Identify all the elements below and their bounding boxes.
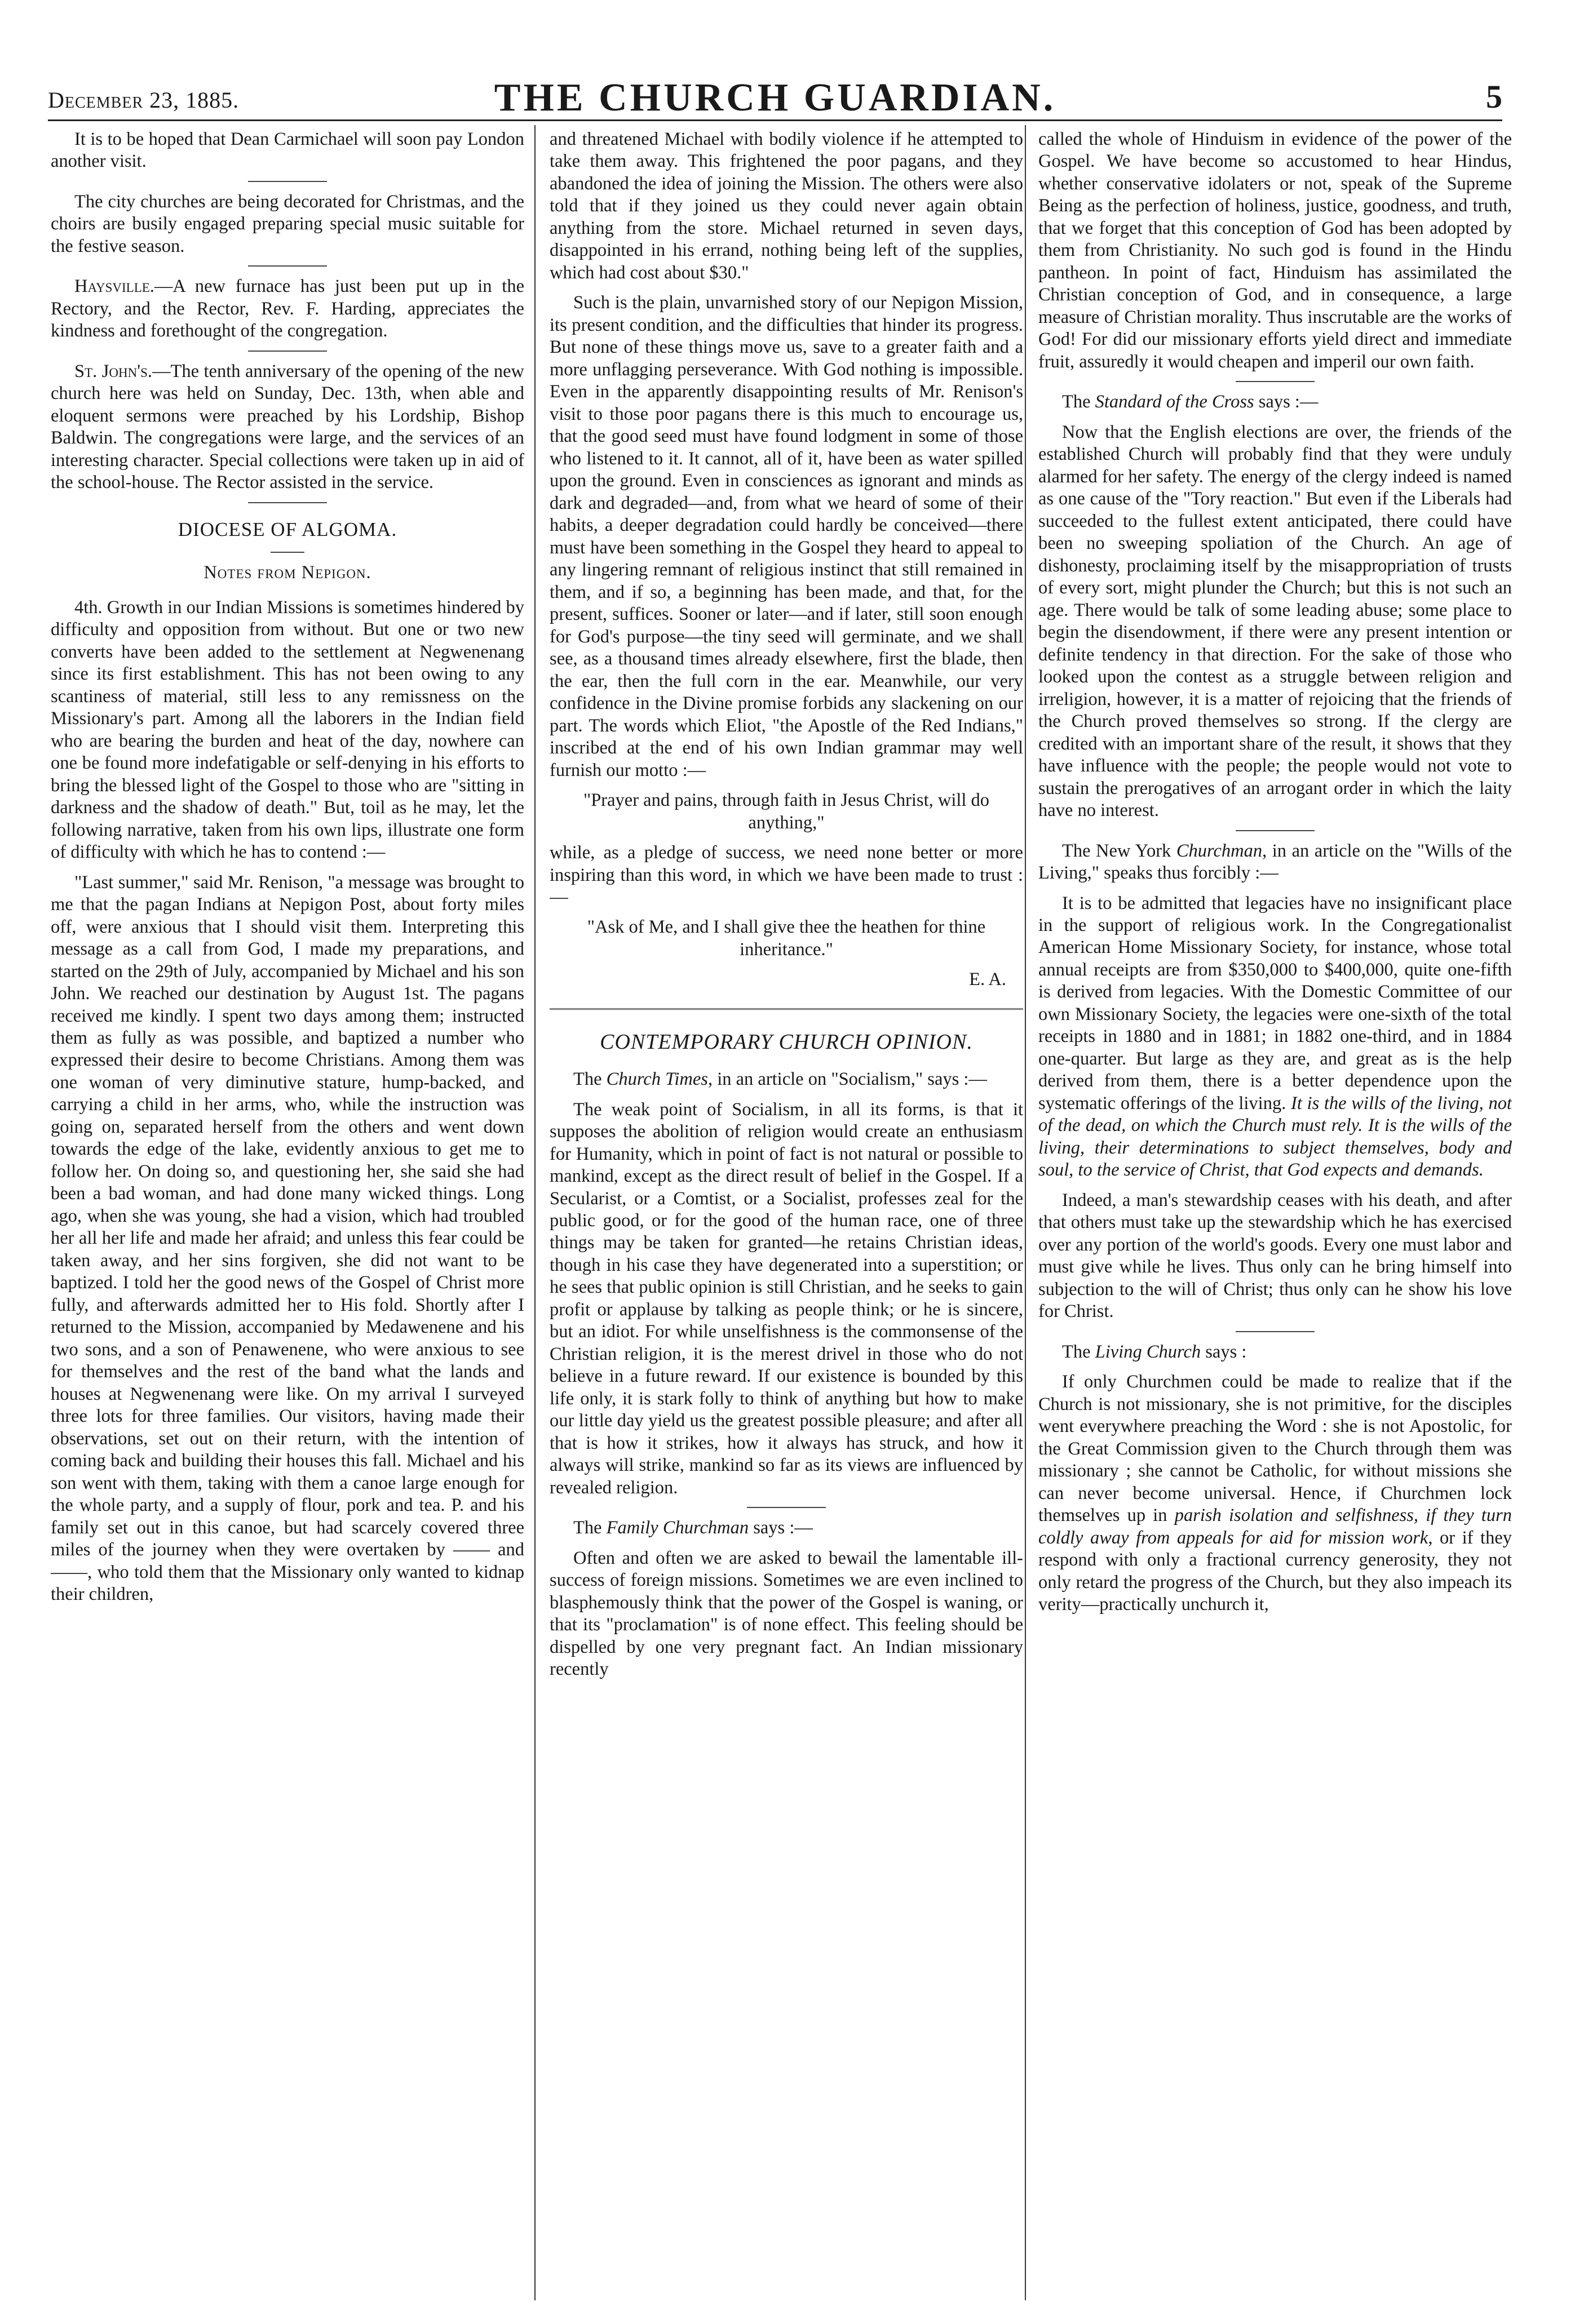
section-subheading: Notes from Nepigon. xyxy=(203,562,371,583)
column-2 xyxy=(550,128,1023,2292)
masthead-rule xyxy=(48,119,1502,121)
separator-rule xyxy=(1236,830,1315,831)
paragraph-lead: Haysville. xyxy=(74,276,154,297)
separator-rule xyxy=(248,265,327,267)
quoted-verse: "Ask of Me, and I shall give thee the heathen for thine inheritance." xyxy=(587,917,986,960)
intro-text: The New York xyxy=(1062,840,1176,861)
paragraph: Indeed, a man's stewardship ceases with his death, and after that others must take up the stewardship which he has exercised over any portion of the world's goods. Every one must labor and must give while he lives. Thus only can he bring himself into subjection to the will of Christ; thus only can he show his love for Christ. xyxy=(1038,1190,1512,1322)
paragraph-body: It is to be admitted that legacies have no insignificant place in the support of religious work. In the Congregationalist American Home Missionary Society, for instance, whose total annual receipts are from $350,000 to $400,000, quite one-fifth is derived from legacies. With the Domestic Committee of our own Missionary Society, the legacies were one-sixth of the total receipts in 1880 and in 1881; in 1882 one-third, and in 1884 one-quarter. But large as they are, and great as is the help derived from them, there is a better dependence upon the systematic offerings of the living. xyxy=(1038,893,1512,1114)
source-intro xyxy=(550,1517,1023,1539)
separator-rule xyxy=(1236,381,1315,382)
intro-text: The xyxy=(1062,392,1095,413)
intro-text: , in an article on the "Wills of the Living," speaks thus forcibly :— xyxy=(1038,840,1512,884)
paragraph: The city churches are being decorated for Christmas, and the choirs are busily engaged preparing special music suitable for the festive season. xyxy=(51,191,524,256)
source-intro xyxy=(1038,391,1512,413)
intro-text: The xyxy=(573,1518,607,1538)
paragraph xyxy=(51,361,524,494)
separator-rule xyxy=(1236,1331,1315,1332)
column-1 xyxy=(51,128,524,2292)
publication-name: Living Church xyxy=(1095,1341,1201,1362)
signature: E. A. xyxy=(969,969,1006,990)
issue-date: December 23, 1885. xyxy=(48,87,240,113)
paragraph-lead: St. John's. xyxy=(74,361,152,382)
newspaper-title: THE CHURCH GUARDIAN. xyxy=(494,76,1056,119)
masthead xyxy=(48,73,1502,130)
paragraph-body: If only Churchmen could be made to realize that if the Church is not missionary, she is not primitive, for the disciples went everywhere preaching the Word : she is not Apostolic, for the Great Commission given to the Church through them was missionary ; she cannot be Catholic, for without missions she can never become universal. Hence, if Churchmen lock themselves up in xyxy=(1038,1372,1512,1526)
paragraph-body: —A new furnace has just been put up in the Rectory, and the Rector, Rev. F. Harding, appreciates the kindness and forethought of the congregation. xyxy=(51,276,524,341)
column-3 xyxy=(1038,128,1512,2292)
publication-name: Church Times xyxy=(606,1069,708,1090)
intro-text: says :— xyxy=(749,1518,813,1538)
paragraph xyxy=(51,276,524,342)
section-heading: DIOCESE OF ALGOMA. xyxy=(178,518,397,540)
paragraph: Such is the plain, unvarnished story of our Nepigon Mission, its present condition, and the difficulties that hinder its progress. But none of these things move us, save to a greater faith and a more unflagging perseverance. With God nothing is impossible. Even in the apparently disappointing results of Mr. Renison's visit to those poor pagans there is this much to encourage us, that the good seed must have found lodgment in some of those who listened to it. It cannot, all of it, have been as water spilled upon the ground. Even in consciences as ignorant and minds as dark and degraded—and, from what we heard of some of their habits, a deeper degradation could hardly be conceived—there must have been something in the Gospel they heard to appeal to any lingering remnant of religious instinct that still remained in them, and if so, a beginning has been made, and that, for the present, suffices. Sooner or later—and if later, still soon enough for God's purpose—the tiny seed will germinate, and we shall see, as a thousand times already elsewhere, first the blade, then the ear, then the full corn in the ear. Meanwhile, our very confidence in the Divine promise forbids any slackening on our part. The words which Eliot, "the Apostle of the Red Indians," inscribed at the end of his own Indian grammar may well furnish our motto :— xyxy=(550,292,1023,780)
paragraph xyxy=(1038,893,1512,1182)
source-intro xyxy=(1038,1341,1512,1363)
paragraph: The weak point of Socialism, in all its forms, is that it supposes the abolition of religion would create an enthusiasm for Humanity, which in point of fact is not natural or possible to mankind, except as the direct result of belief in the Gospel. If a Secularist, or a Comtist, or a Socialist, professes zeal for the public good, or for the good of the human race, one of three things may be taken for granted—he retains Christian ideas, though in his case they have degenerated into a superstition; or he sees that public opinion is still Christian, and he seeks to gain profit or applause by talking as people think; or he is sincere, but an idiot. For while unselfishness is the commonsense of the Christian religion, it is the merest drivel in those who do not believe in a future reward. If our existence is bounded by this life only, it is stark folly to think of anything but how to make our little day yield us the greatest possible pleasure; and after all that is how it strikes, how it always has struck, and how it always will strike, mankind so far as its views are influenced by revealed religion. xyxy=(550,1099,1023,1498)
paragraph: and threatened Michael with bodily violence if he attempted to take them away. This frightened the poor pagans, and they abandoned the idea of joining the Mission. The others were also told that if they joined us they could never again obtain anything from the store. Michael returned in seven days, disappointed in his errand, nothing being left of the supplies, which had cost about $30." xyxy=(550,129,1023,283)
paragraph: "Last summer," said Mr. Renison, "a message was brought to me that the pagan Indians at Nepigon Post, about forty miles off, were anxious that I should visit them. Interpreting this message as a call from God, I made my preparations, and started on the 29th of July, accompanied by Michael and his son John. We reached our destination by August 1st. The pagans received me kindly. I spent two days among them; instructed them as fully as was possible, and baptized a number who expressed their desire to become Christians. Among them was one woman of very diminutive stature, hump-backed, and carrying a child in her arms, who, while the instruction was going on, separated herself from the others and went down towards the edge of the lake, evidently anxious to get me to follow her. On doing so, and questioning her, she said she had been a bad woman, and had done many wicked things. Long ago, when she was young, she had a vision, which had troubled her all her life and made her afraid; and unless this fear could be taken away, and her sins forgiven, she did not want to be baptized. I told her the good news of the Gospel of Christ more fully, and afterwards admitted her to His fold. Shortly after I returned to the Mission, accompanied by Medawenene and his two sons, and a son of Penawenene, who were anxious to see for themselves and the rest of the band what the lands and houses at Negwenenang were like. On my arrival I surveyed three lots for three families. Our visitors, having made their observations, set out on their return, with the intention of coming back and building their houses this fall. Michael and his son went with them, taking with them a canoe large enough for the whole party, and a supply of flour, pork and tea. P. and his family set out in this canoe, but had scarcely covered three miles of the journey when they were overtaken by —— and ——, who told them that the Missionary only wanted to kidnap their children, xyxy=(51,872,524,1605)
paragraph-body: —The tenth anniversary of the opening of the new church here was held on Sunday, Dec. 13th, when able and eloquent sermons were preached by his Lordship, Bishop Baldwin. The congregations were large, and the services of an interesting character. Special collections were taken up in aid of the school-house. The Rector assisted in the service. xyxy=(51,361,524,493)
paragraph xyxy=(1038,1371,1512,1616)
paragraph: called the whole of Hinduism in evidence of the power of the Gospel. We have become so accustomed to hear Hindus, whether conservative idolaters or not, speak of the Supreme Being as the perfection of holiness, justice, goodness, and truth, that we forget that this conception of God has been adopted by them from Christianity. No such god is found in the Hindu pantheon. In point of fact, Hinduism has assimilated the Christian conception of God, and in consequence, a large measure of Christian morality. Thus inscrutable are the works of God! For did our missionary efforts yield direct and immediate fruit, assuredly it would cheapen and imperil our own faith. xyxy=(1038,129,1512,372)
publication-name: Standard of the Cross xyxy=(1095,392,1254,413)
emphasis-text: parish isolation and selfishness, if they turn coldly away from appeals for aid for mission work, xyxy=(1038,1505,1512,1548)
intro-text: says : xyxy=(1201,1341,1247,1362)
paragraph: while, as a pledge of success, we need none better or more inspiring than this word, in which we have been made to trust :— xyxy=(550,842,1023,907)
page-number: 5 xyxy=(1486,78,1502,115)
column-divider xyxy=(1025,125,1026,2300)
intro-text: The xyxy=(573,1069,607,1090)
intro-text: says :— xyxy=(1254,392,1319,413)
paragraph: 4th. Growth in our Indian Missions is sometimes hindered by difficulty and opposition from without. But one or two new converts have been added to the settlement at Negwenenang since its first establishment. This has not been owing to any scantiness of material, still less to any remissness on the Missionary's part. Among all the laborers in the Indian field who are bearing the burden and heat of the day, nowhere can one be found more indefatigable or self-denying in his efforts to bring the blessed light of the Gospel to those who are "sitting in darkness and the shadow of death." But, toil as he may, let the following narrative, taken from his own lips, illustrate one form of difficulty with which he has to contend :— xyxy=(51,597,524,863)
paragraph: Often and often we are asked to bewail the lamentable ill-success of foreign missions. Sometimes we are even inclined to blasphemously think that the power of the Gospel is waning, or that its "proclamation" is of none effect. This feeling should be dispelled by one very pregnant fact. An Indian missionary recently xyxy=(550,1547,1023,1680)
emphasis-text: It is the wills of the living, not of the dead, on which the Church must rely. It is the wills of the living, their determinations to subject themselves, body and soul, to the service of Christ, that God expects and demands. xyxy=(1038,1093,1512,1181)
separator-rule xyxy=(271,552,304,553)
section-heading: CONTEMPORARY CHURCH OPINION. xyxy=(600,1030,973,1054)
section-divider xyxy=(550,1008,1023,1012)
separator-rule xyxy=(248,351,327,352)
intro-text: The xyxy=(1062,1341,1095,1362)
paragraph: Now that the English elections are over, the friends of the established Church will probably find that they were unduly alarmed for her safety. The energy of the clergy indeed is named as one cause of the "Tory reaction." But even if the Liberals had succeeded to the fullest extent anticipated, there could have been no sweeping spoliation of the Church. An age of dishonesty, proclaiming itself by the misappropriation of trusts of every sort, might plunder the Church; but this is not such an age. There would be talk of some leading abuse; some place to begin the disendowment, if there were any present intention or definite tendency in that direction. For the sake of those who looked upon the contest as a struggle between religion and irreligion, however, it is a matter of rejoicing that the friends of the Church proved themselves so strong. If the clergy are credited with an important share of the result, it shows that they have influence with the people; the people would not vote to sustain the prerogatives of an arrogant order in which the laity have no interest. xyxy=(1038,422,1512,821)
separator-rule xyxy=(248,502,327,503)
intro-text: , in an article on "Socialism," says :— xyxy=(707,1069,987,1090)
publication-name: Family Churchman xyxy=(606,1518,749,1538)
paragraph-body: or if they respond with only a fractional currency generosity, they not only retard the progress of the Church, but they also impeach its verity—practically unchurch it, xyxy=(1038,1527,1512,1615)
source-intro xyxy=(550,1068,1023,1090)
source-intro xyxy=(1038,840,1512,885)
column-divider xyxy=(534,125,536,2300)
publication-name: Churchman xyxy=(1176,840,1263,861)
separator-rule xyxy=(747,1507,826,1508)
paragraph: It is to be hoped that Dean Carmichael will soon pay London another visit. xyxy=(51,129,524,172)
separator-rule xyxy=(248,181,327,182)
quoted-verse: "Prayer and pains, through faith in Jesus Christ, will do anything," xyxy=(583,790,990,833)
